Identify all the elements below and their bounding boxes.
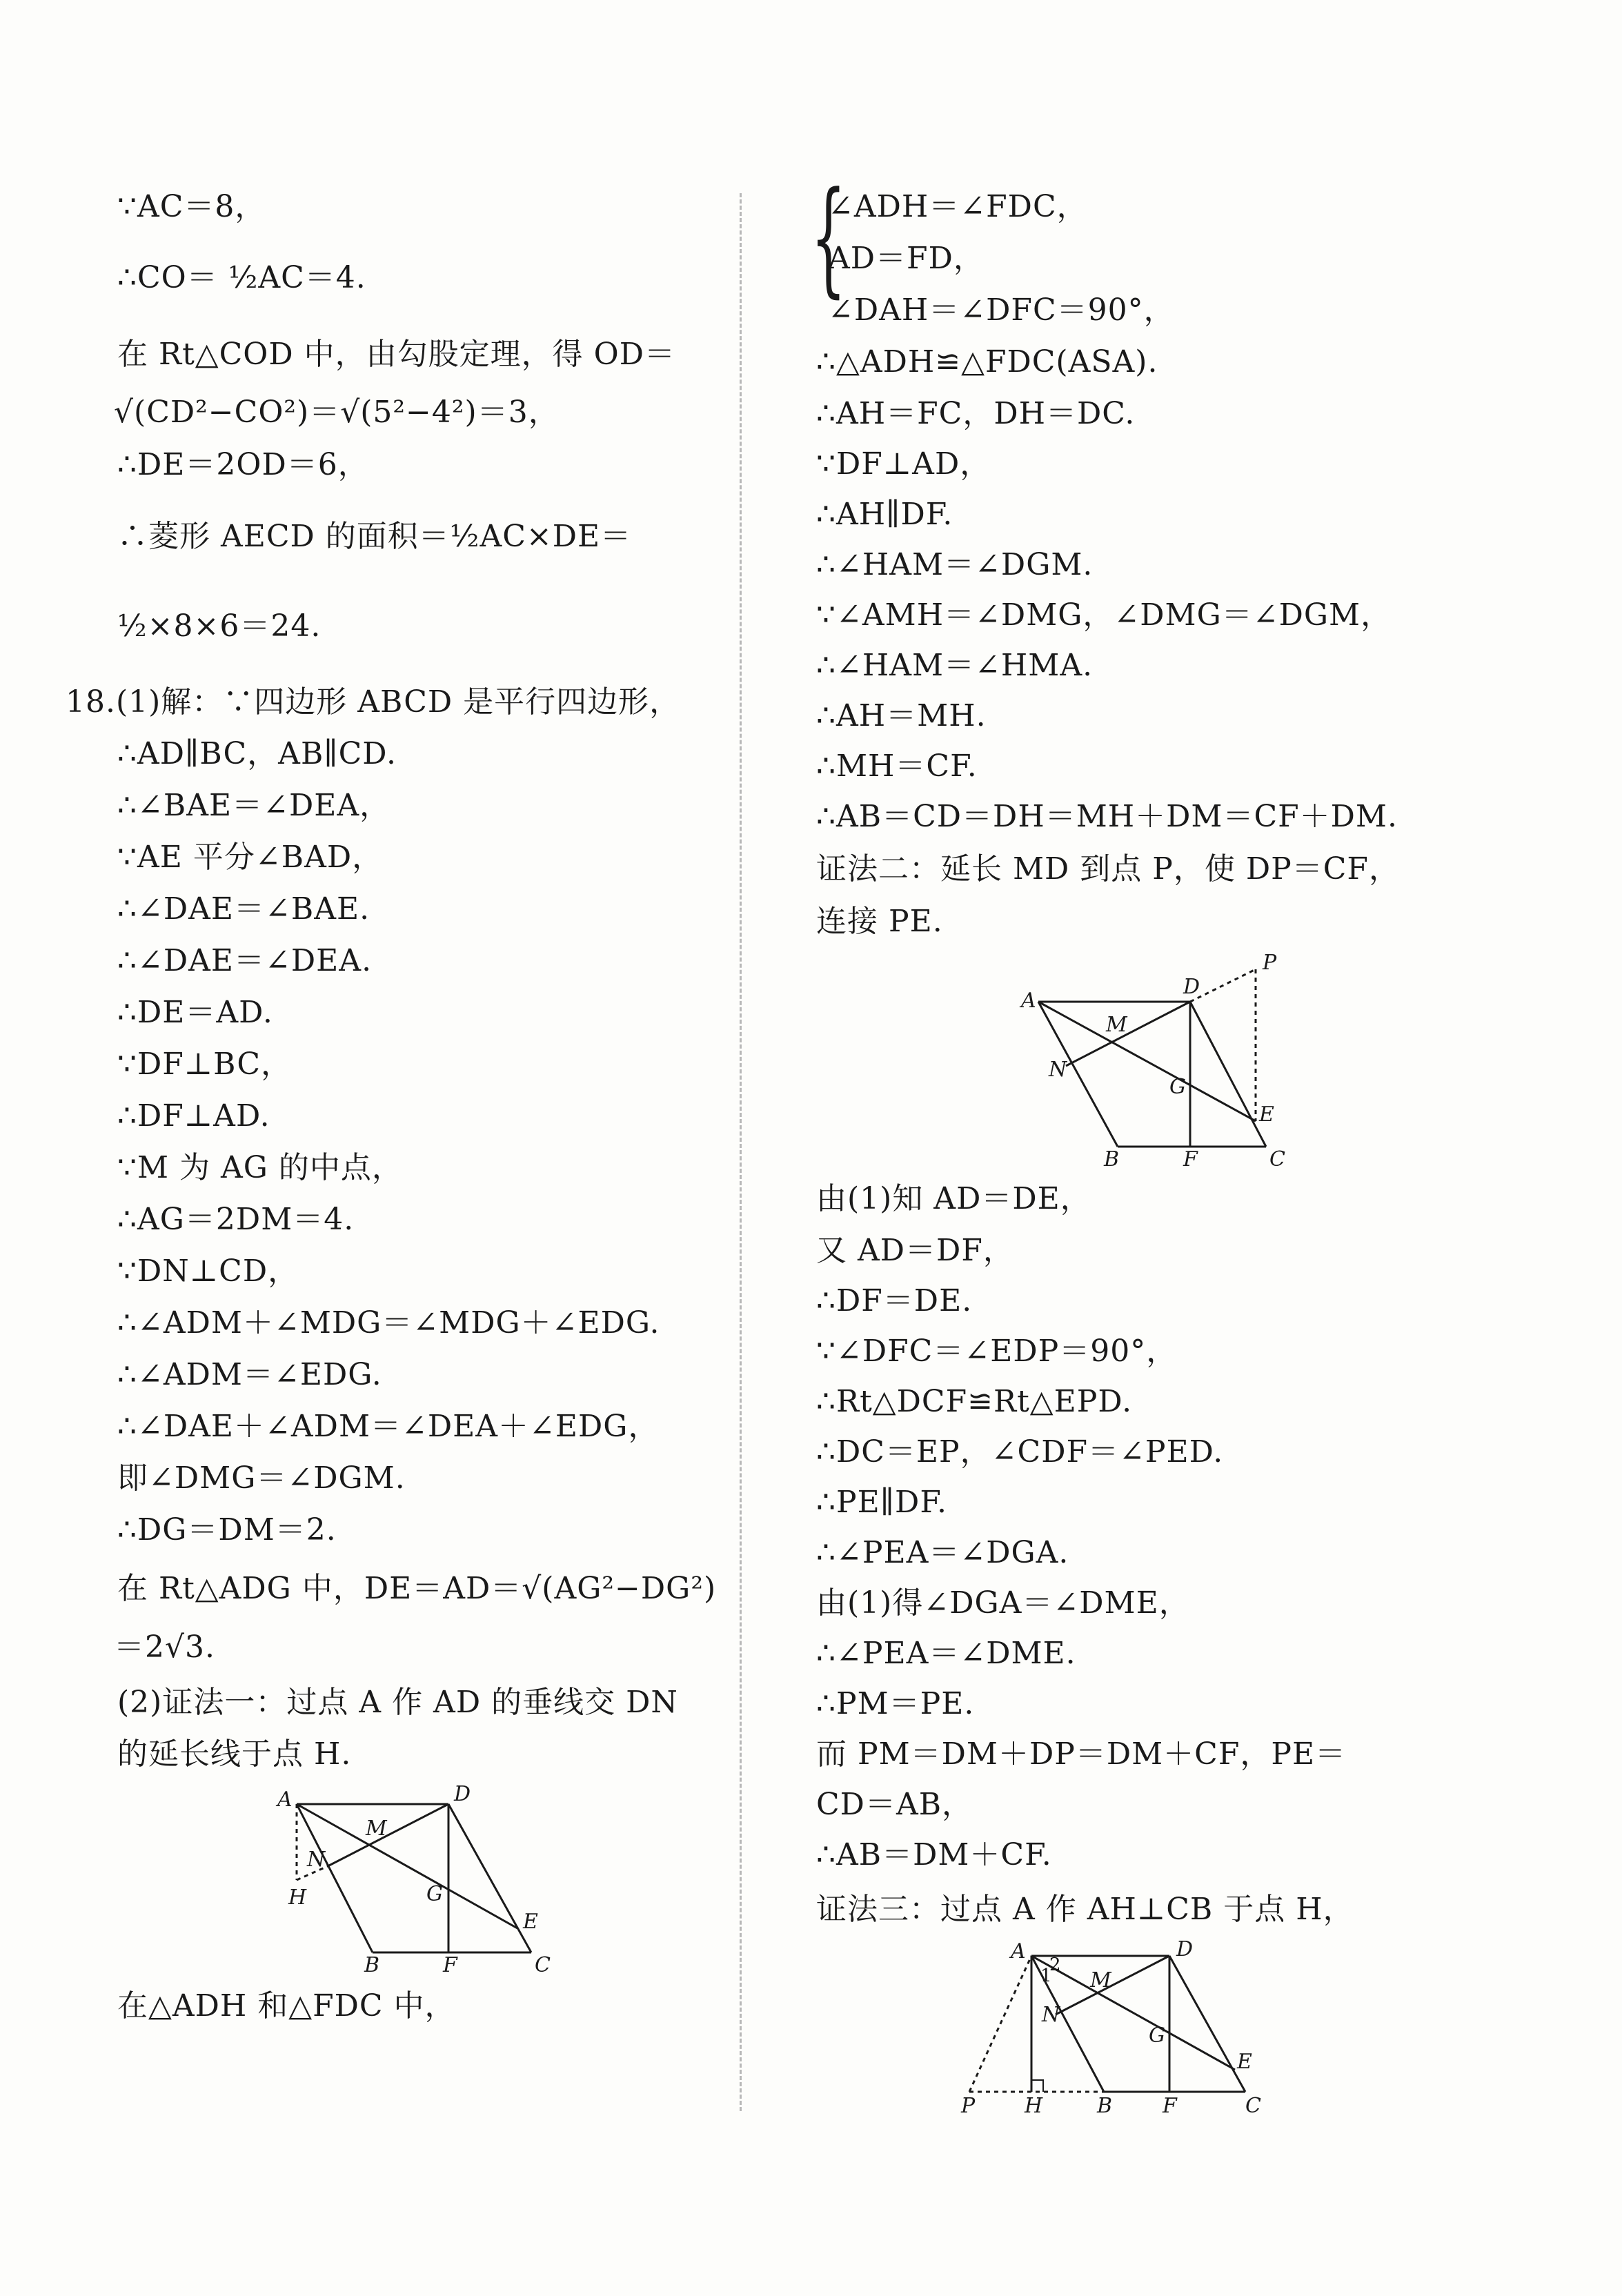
text-line: 而 PM＝DM＋DP＝DM＋CF，PE＝ [816,1736,1347,1772]
text-line: √(CD²−CO²)＝√(5²−4²)＝3， [114,395,560,430]
point-label: C [535,1953,551,1977]
column-divider [740,193,742,2111]
point-label: E [1259,1102,1274,1127]
text-line: ∴∠ADM＋∠MDG＝∠MDG＋∠EDG. [117,1305,660,1340]
text-line: 由(1)知 AD＝DE， [816,1181,1091,1216]
text-line: ∵DF⊥BC， [117,1047,292,1082]
text-line: ∴∠ADM＝∠EDG. [117,1357,382,1392]
point-label: P [961,2094,976,2118]
angle-label: 1 [1040,1966,1052,1986]
text-line: ∴DG＝DM＝2. [117,1512,337,1547]
text-line: ∵∠DFC＝∠EDP＝90°， [816,1334,1178,1369]
system-brace: { [811,166,847,310]
point-label: M [1106,1013,1127,1037]
point-label: G [1149,2023,1165,2048]
text-line: ∴AH＝FC，DH＝DC. [816,396,1136,431]
text-line: ∴DF⊥AD. [117,1098,270,1134]
point-label: B [1097,2094,1113,2118]
point-label: B [1104,1147,1120,1171]
geometry-figure-1 [269,1782,566,1977]
text-line: ∴∠DAE＋∠ADM＝∠DEA＋∠EDG， [117,1409,660,1444]
text-line: ∴AH∥DF. [816,497,953,532]
text-line: ∴△ADH≌△FDC(ASA). [816,344,1158,379]
text-line: ∴PE∥DF. [816,1485,947,1520]
point-label: D [1176,1937,1194,1961]
text-line: ∴MH＝CF. [816,749,978,784]
point-label: N [1049,1058,1067,1082]
text-line: ∴菱形 AECD 的面积＝½AC×DE＝ [117,519,632,554]
text-line: ∴DC＝EP，∠CDF＝∠PED. [816,1434,1224,1469]
text-line: ∴DE＝2OD＝6， [117,447,369,482]
point-label: G [426,1882,443,1906]
segment-dc [1190,1002,1266,1147]
point-label: E [523,1910,538,1934]
point-label: H [288,1886,307,1910]
point-label: E [1237,2050,1252,2074]
text-line: ∴∠HAM＝∠DGM. [816,547,1094,582]
text-line: ∵AE 平分∠BAD， [117,840,384,875]
segment-dn [1056,1956,1169,2015]
segment-dn [1066,1002,1190,1066]
segment-dc [1169,1956,1245,2092]
text-line: ∴CO＝ ½AC＝4. [117,260,366,295]
text-line: 证法三：过点 A 作 AH⊥CB 于点 H， [816,1892,1354,1927]
text-line: ＝2√3. [114,1630,216,1665]
text-line: ∠DAH＝∠DFC＝90°， [828,293,1175,328]
point-label: G [1169,1075,1186,1099]
text-line: ∴AH＝MH. [816,698,987,733]
point-label: A [1021,989,1036,1013]
text-line: 在 Rt△ADG 中，DE＝AD＝√(AG²−DG²) [117,1571,717,1606]
text-line: ∴PM＝PE. [816,1686,975,1721]
text-line: ∴AB＝CD＝DH＝MH＋DM＝CF＋DM. [816,799,1398,834]
text-line: ∴∠HAM＝∠HMA. [816,648,1094,683]
point-label: P [1263,951,1277,975]
point-label: F [443,1953,457,1977]
text-line: 证法二：延长 MD 到点 P，使 DP＝CF， [816,851,1400,887]
right-angle-mark [1031,2080,1043,2092]
text-line: ∴∠PEA＝∠DGA. [816,1535,1069,1570]
text-line: ∵AC＝8， [117,189,266,224]
text-line: ∴Rt△DCF≌Rt△EPD. [816,1384,1133,1419]
text-line: 18.(1)解：∵四边形 ABCD 是平行四边形， [66,684,681,720]
point-label: M [1090,1968,1111,1992]
point-label: D [1183,975,1200,999]
segment-dc [448,1804,531,1952]
text-line: 在 Rt△COD 中，由勾股定理，得 OD＝ [117,337,675,372]
point-label: B [364,1953,380,1977]
text-line: ∴∠PEA＝∠DME. [816,1636,1076,1671]
text-line: ∴AG＝2DM＝4. [117,1202,355,1237]
geometry-figure-2 [969,952,1314,1173]
text-line: 连接 PE. [816,904,943,939]
text-line: ∴∠DAE＝∠BAE. [117,891,370,927]
text-line: ∠ADH＝∠FDC， [828,189,1088,224]
text-line: ∴∠BAE＝∠DEA， [117,788,391,823]
point-label: N [1042,2003,1060,2027]
point-label: F [1183,1147,1198,1171]
text-line: 由(1)得∠DGA＝∠DME， [816,1585,1190,1621]
point-label: A [277,1788,293,1812]
point-label: H [1025,2094,1043,2118]
text-line: 即∠DMG＝∠DGM. [117,1461,406,1496]
point-label: N [307,1848,326,1872]
text-line: 的延长线于点 H. [117,1736,352,1772]
text-line: ∴∠DAE＝∠DEA. [117,943,373,978]
point-label: C [1245,2094,1261,2118]
segment-pa [969,1956,1031,2092]
point-label: F [1163,2094,1177,2118]
text-line: 在△ADH 和△FDC 中， [117,1988,456,2023]
text-line: ∴DF＝DE. [816,1283,973,1318]
angle-label: 2 [1049,1954,1061,1975]
text-line: 又 AD＝DF， [816,1233,1014,1268]
text-line: ∴AD∥BC，AB∥CD. [117,736,397,771]
text-line: ∵M 为 AG 的中点， [117,1150,403,1185]
text-line: ½×8×6＝24. [117,608,322,644]
geometry-figure-3 [942,1939,1328,2118]
text-line: ∴AB＝DM＋CF. [816,1837,1052,1872]
text-line: ∵DN⊥CD， [117,1254,299,1289]
text-line: ∵∠AMH＝∠DMG，∠DMG＝∠DGM， [816,597,1392,633]
text-line: AD＝FD， [828,241,985,276]
point-label: A [1011,1939,1026,1963]
segment-dp [1190,969,1256,1002]
point-label: C [1269,1147,1285,1171]
point-label: M [366,1817,387,1841]
segment-dn [328,1804,448,1866]
text-line: ∵DF⊥AD， [816,446,991,482]
text-line: CD＝AB， [816,1787,973,1822]
text-line: ∴DE＝AD. [117,995,273,1030]
point-label: D [454,1782,471,1806]
text-line: (2)证法一：过点 A 作 AD 的垂线交 DN [117,1685,678,1720]
